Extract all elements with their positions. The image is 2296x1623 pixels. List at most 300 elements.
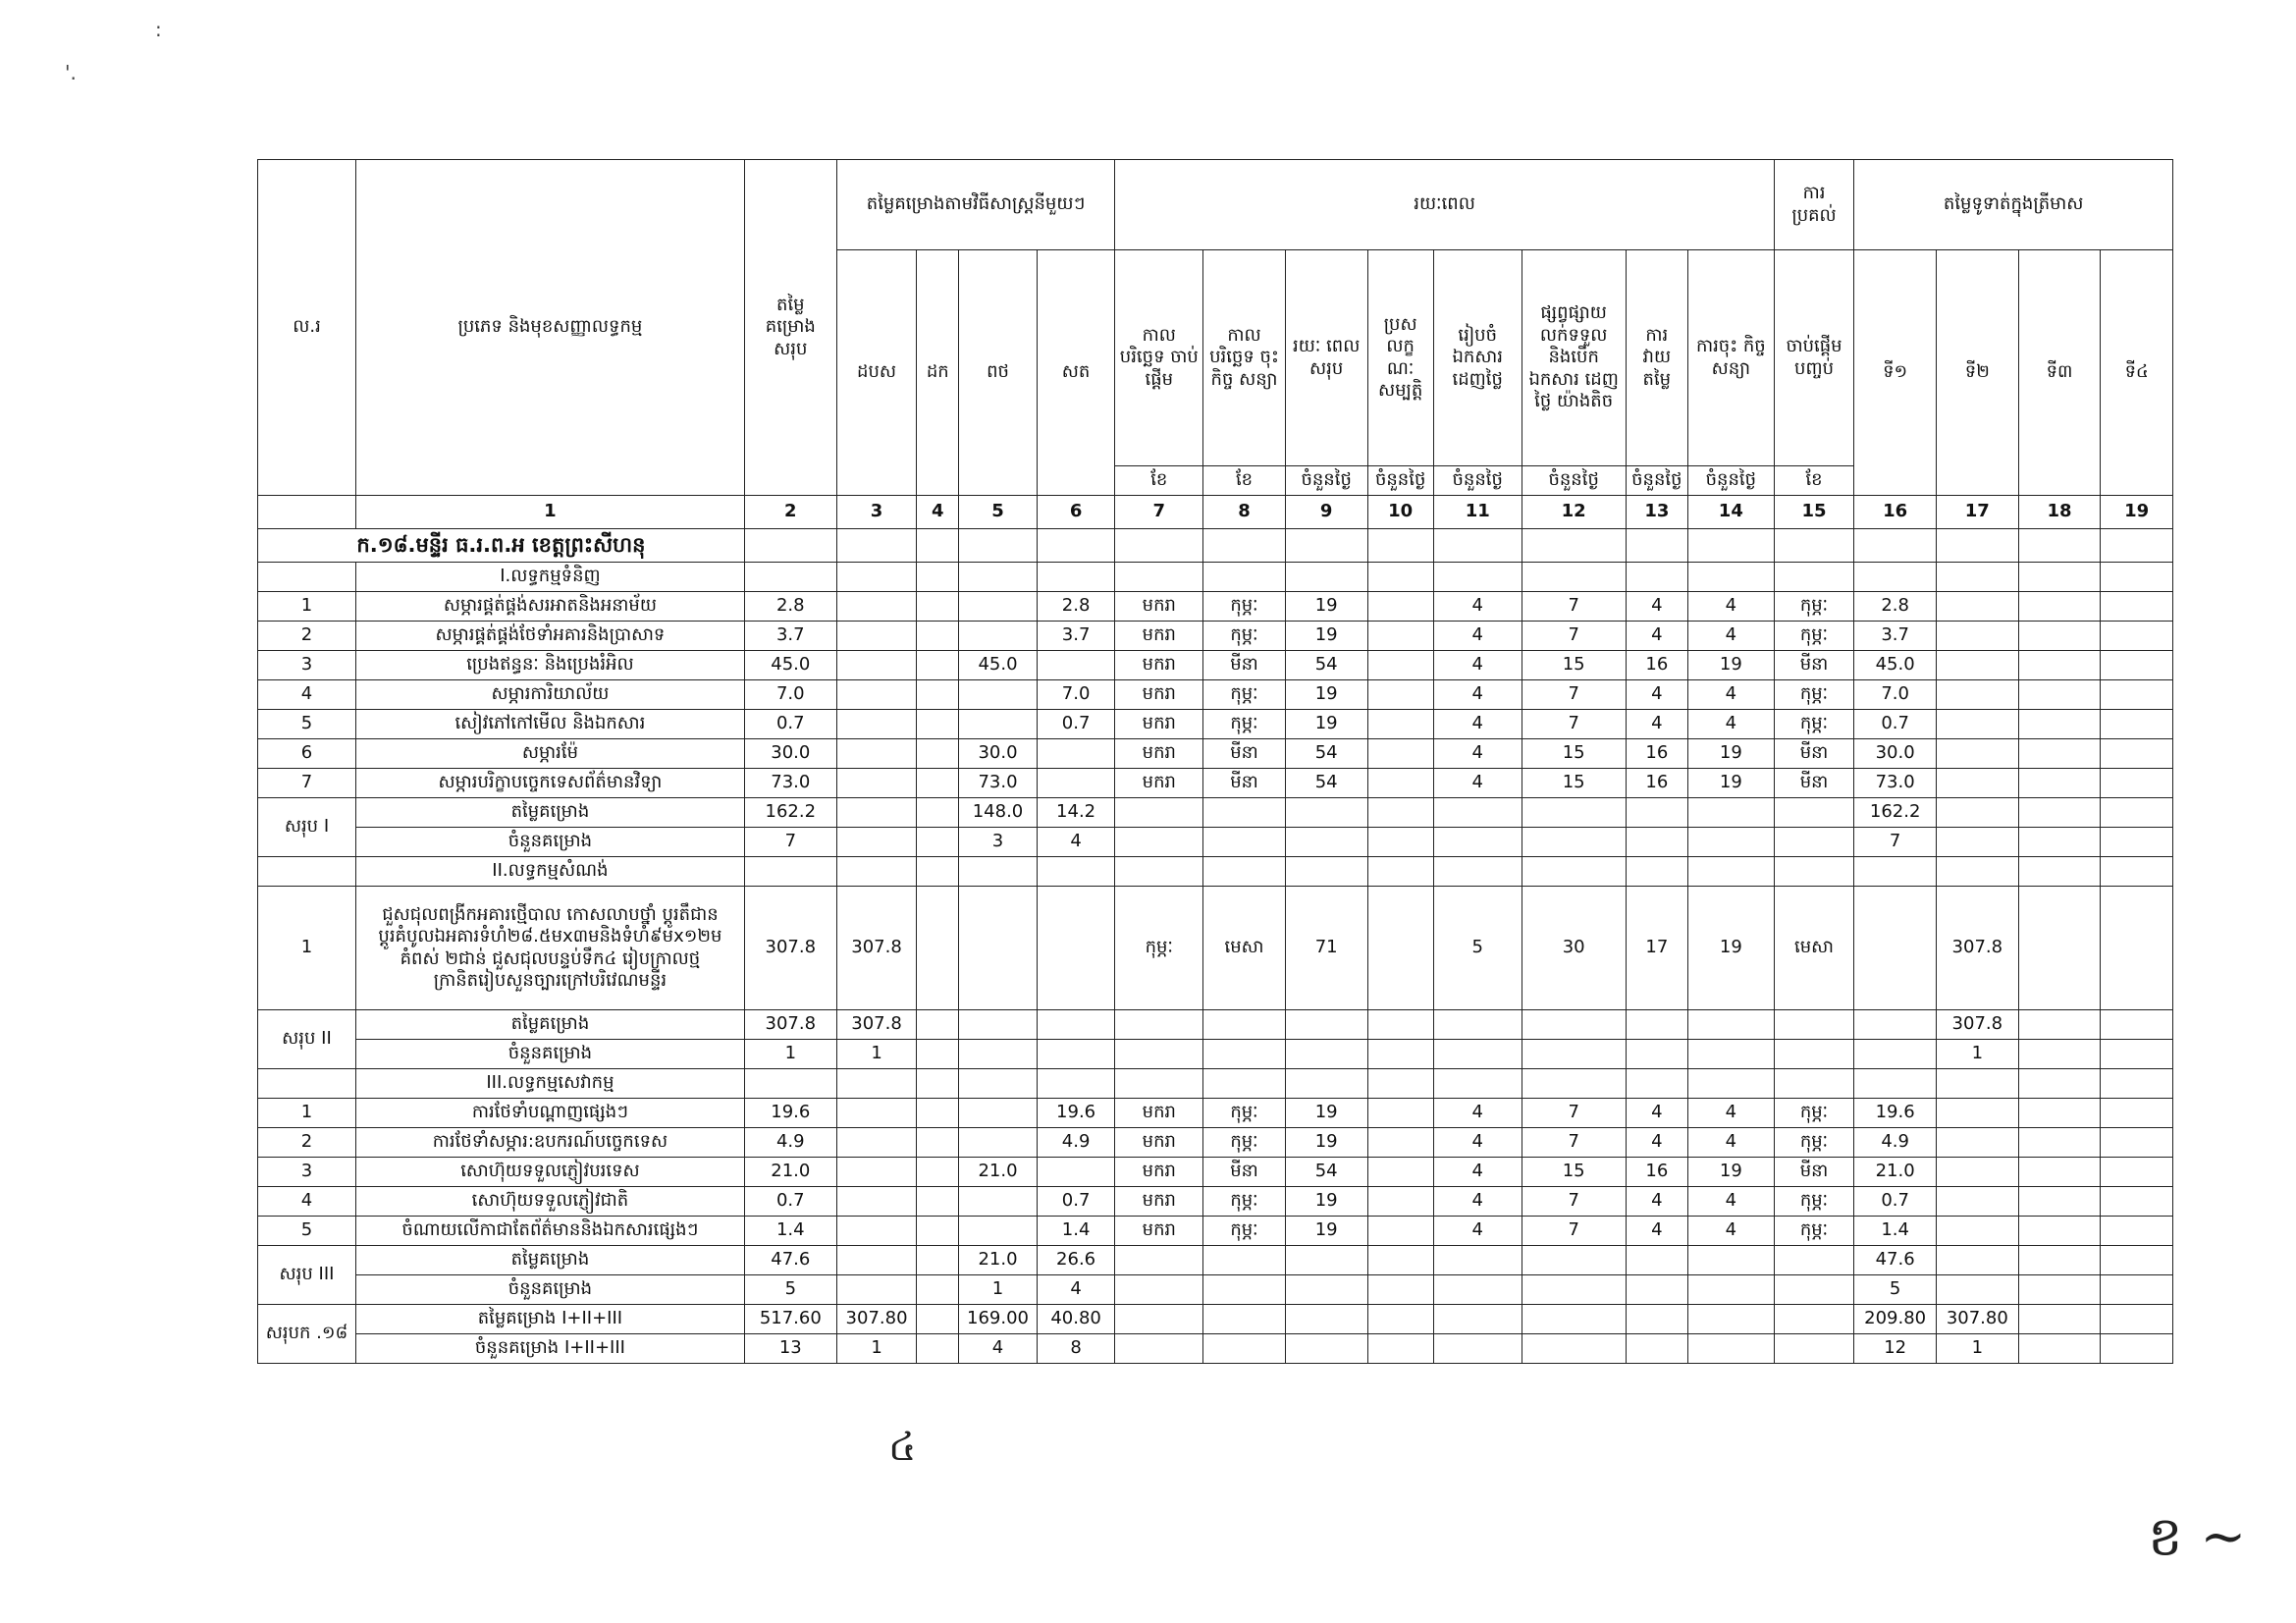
total-cost: 307.8 bbox=[744, 1010, 836, 1040]
item-name: សៀវភៅកៅមើល និងឯកសារ bbox=[355, 710, 744, 739]
section-title: ក.១៨.មន្ទីរ ធ.រ.ព.អ ខេត្តព្រះសីហនុ bbox=[258, 529, 745, 563]
item-value: មករា bbox=[1115, 1128, 1203, 1158]
item-value: 4 bbox=[1687, 1217, 1774, 1246]
group-title: II.លទ្ធកម្មសំណង់ bbox=[355, 857, 744, 887]
item-value bbox=[1367, 1187, 1433, 1217]
empty-cell bbox=[1115, 1040, 1203, 1069]
header-d8: កាល បរិច្ឆេទ ចុះកិច្ច សន្យា bbox=[1203, 250, 1286, 466]
item-value: កុម្ភៈ bbox=[1203, 1187, 1286, 1217]
empty-cell bbox=[2018, 1069, 2101, 1099]
empty-cell bbox=[1522, 1069, 1626, 1099]
table-header bbox=[258, 160, 2173, 529]
item-value: 16 bbox=[1626, 651, 1687, 680]
grand-label: សរុបក .១៨ bbox=[258, 1305, 356, 1364]
table-row bbox=[258, 710, 2173, 739]
item-value bbox=[1367, 710, 1433, 739]
quarter-total bbox=[2101, 1246, 2173, 1275]
empty-cell bbox=[1687, 798, 1774, 828]
empty-cell bbox=[959, 529, 1038, 563]
quarter-total bbox=[2018, 798, 2101, 828]
header-d7: កាល បរិច្ឆេទ ចាប់ផ្តើម bbox=[1115, 250, 1203, 466]
item-value bbox=[1367, 622, 1433, 651]
total-count bbox=[959, 1040, 1038, 1069]
item-value bbox=[1936, 622, 2018, 651]
item-value: 3.7 bbox=[1037, 622, 1115, 651]
item-value bbox=[2018, 710, 2101, 739]
unit-7: ខែ bbox=[1115, 466, 1203, 496]
item-name: សម្ភារផ្គត់ផ្គង់ថែទាំអគារនិងប្រាសាទ bbox=[355, 622, 744, 651]
empty-cell bbox=[1626, 1305, 1687, 1334]
empty-cell bbox=[1115, 1275, 1203, 1305]
item-value: 3.7 bbox=[744, 622, 836, 651]
total-count: 1 bbox=[836, 1334, 917, 1364]
empty-cell bbox=[1115, 1305, 1203, 1334]
item-value bbox=[836, 592, 917, 622]
empty-cell bbox=[1626, 1010, 1687, 1040]
column-number: 13 bbox=[1626, 496, 1687, 529]
quarter-total: 162.2 bbox=[1854, 798, 1937, 828]
item-number: 5 bbox=[258, 1217, 356, 1246]
item-value: 4 bbox=[1433, 769, 1522, 798]
item-value: 19 bbox=[1285, 592, 1367, 622]
item-value: 4 bbox=[1626, 680, 1687, 710]
item-name: សម្ភារបរិក្ខាបច្ចេកទេសព័ត៌មានវិទ្យា bbox=[355, 769, 744, 798]
item-value: 307.8 bbox=[836, 887, 917, 1010]
item-value: មីនា bbox=[1774, 1158, 1854, 1187]
item-value: 4 bbox=[1626, 592, 1687, 622]
item-value bbox=[959, 887, 1038, 1010]
item-value: កុម្ភៈ bbox=[1774, 1217, 1854, 1246]
item-value: 2.8 bbox=[744, 592, 836, 622]
total-cost: 21.0 bbox=[959, 1246, 1038, 1275]
column-number: 16 bbox=[1854, 496, 1937, 529]
total-count: 4 bbox=[1037, 1275, 1115, 1305]
item-name: សោហ៊ុយទទួលភ្ញៀវជាតិ bbox=[355, 1187, 744, 1217]
item-value bbox=[1367, 739, 1433, 769]
unit-11: ចំនួនថ្ងៃ bbox=[1433, 466, 1522, 496]
item-number: 5 bbox=[258, 710, 356, 739]
total-count bbox=[917, 1275, 959, 1305]
empty-cell bbox=[1774, 1334, 1854, 1364]
item-value bbox=[917, 680, 959, 710]
empty-cell bbox=[1687, 1040, 1774, 1069]
quarter-total: 209.80 bbox=[1854, 1305, 1937, 1334]
item-value: 4 bbox=[1433, 1128, 1522, 1158]
empty-cell bbox=[917, 857, 959, 887]
item-value bbox=[1936, 592, 2018, 622]
item-value bbox=[836, 1187, 917, 1217]
empty-cell bbox=[1774, 1010, 1854, 1040]
total-cost bbox=[836, 798, 917, 828]
item-value: 19 bbox=[1687, 1158, 1774, 1187]
item-value: 4.9 bbox=[1037, 1128, 1115, 1158]
item-value: 1.4 bbox=[1854, 1217, 1937, 1246]
empty-cell bbox=[1626, 1246, 1687, 1275]
item-value bbox=[2018, 622, 2101, 651]
empty-cell bbox=[1522, 1246, 1626, 1275]
item-value: កុម្ភៈ bbox=[1203, 592, 1286, 622]
header-q3: ទី៣ bbox=[2018, 250, 2101, 496]
item-value bbox=[1936, 710, 2018, 739]
empty-cell bbox=[1522, 1305, 1626, 1334]
quarter-total bbox=[1936, 1246, 2018, 1275]
item-number: 4 bbox=[258, 680, 356, 710]
item-value: 54 bbox=[1285, 1158, 1367, 1187]
empty-cell bbox=[1115, 1069, 1203, 1099]
item-value bbox=[917, 592, 959, 622]
item-value bbox=[959, 680, 1038, 710]
item-value: 4.9 bbox=[744, 1128, 836, 1158]
scan-speck-top: : bbox=[155, 18, 162, 41]
empty-cell bbox=[1433, 857, 1522, 887]
item-value bbox=[1367, 887, 1433, 1010]
item-value: 17 bbox=[1626, 887, 1687, 1010]
empty-cell bbox=[1687, 1010, 1774, 1040]
empty-cell bbox=[1115, 857, 1203, 887]
table-row bbox=[258, 1128, 2173, 1158]
empty-cell bbox=[2101, 529, 2173, 563]
item-value: 7 bbox=[1522, 680, 1626, 710]
item-value bbox=[836, 1099, 917, 1128]
empty-cell bbox=[1285, 857, 1367, 887]
empty-cell bbox=[1774, 529, 1854, 563]
item-value: កុម្ភៈ bbox=[1774, 1187, 1854, 1217]
total-cost bbox=[917, 1305, 959, 1334]
item-name: សោហ៊ុយទទួលភ្ញៀវបរទេស bbox=[355, 1158, 744, 1187]
empty-cell bbox=[1367, 857, 1433, 887]
item-value: មករា bbox=[1115, 622, 1203, 651]
header-q2: ទី២ bbox=[1936, 250, 2018, 496]
item-value: 4 bbox=[1433, 710, 1522, 739]
empty-cell bbox=[1687, 529, 1774, 563]
item-value: 4 bbox=[1433, 1187, 1522, 1217]
header-d9: រយៈ ពេល សរុប bbox=[1285, 250, 1367, 466]
item-value bbox=[917, 739, 959, 769]
empty-cell bbox=[1433, 828, 1522, 857]
empty-cell bbox=[2018, 563, 2101, 592]
header-q4: ទី៤ bbox=[2101, 250, 2173, 496]
empty-cell bbox=[1037, 529, 1115, 563]
empty-cell bbox=[744, 857, 836, 887]
header-d15: ចាប់ផ្តើម បញ្ចប់ bbox=[1774, 250, 1854, 466]
item-value bbox=[1037, 769, 1115, 798]
empty-cell bbox=[959, 857, 1038, 887]
table-row bbox=[258, 1069, 2173, 1099]
empty-cell bbox=[1774, 1069, 1854, 1099]
item-value: 45.0 bbox=[744, 651, 836, 680]
empty-cell bbox=[1936, 1069, 2018, 1099]
item-value: 19 bbox=[1687, 739, 1774, 769]
table-row bbox=[258, 887, 2173, 1010]
empty-cell bbox=[1203, 563, 1286, 592]
item-value: 7 bbox=[1522, 1099, 1626, 1128]
item-value bbox=[2101, 622, 2173, 651]
empty-cell bbox=[258, 1069, 356, 1099]
empty-cell bbox=[1285, 563, 1367, 592]
empty-cell bbox=[1522, 857, 1626, 887]
empty-cell bbox=[1285, 798, 1367, 828]
empty-cell bbox=[1203, 1246, 1286, 1275]
empty-cell bbox=[1203, 1305, 1286, 1334]
empty-cell bbox=[1115, 1334, 1203, 1364]
empty-cell bbox=[1433, 529, 1522, 563]
item-value: 21.0 bbox=[744, 1158, 836, 1187]
total-count: 8 bbox=[1037, 1334, 1115, 1364]
item-value: 4 bbox=[1626, 1187, 1687, 1217]
empty-cell bbox=[1854, 563, 1937, 592]
item-value: 19 bbox=[1285, 1217, 1367, 1246]
item-name: ការថែទាំសម្ភារ:ឧបករណ៍បច្ចេកទេស bbox=[355, 1128, 744, 1158]
item-value: 4 bbox=[1433, 592, 1522, 622]
empty-cell bbox=[1626, 1275, 1687, 1305]
total-count: 3 bbox=[959, 828, 1038, 857]
empty-cell bbox=[1522, 798, 1626, 828]
empty-cell bbox=[1774, 1305, 1854, 1334]
item-value: 45.0 bbox=[1854, 651, 1937, 680]
item-value: 2.8 bbox=[1854, 592, 1937, 622]
item-number: 3 bbox=[258, 1158, 356, 1187]
empty-cell bbox=[1285, 529, 1367, 563]
total-count: 1 bbox=[959, 1275, 1038, 1305]
header-d11: រៀបចំ ឯកសារ ដេញថ្លៃ bbox=[1433, 250, 1522, 466]
empty-cell bbox=[1037, 857, 1115, 887]
item-number: 2 bbox=[258, 1128, 356, 1158]
unit-12: ចំនួនថ្ងៃ bbox=[1522, 466, 1626, 496]
item-value: មីនា bbox=[1203, 1158, 1286, 1187]
empty-cell bbox=[1626, 1069, 1687, 1099]
empty-cell bbox=[1522, 1040, 1626, 1069]
item-value bbox=[2101, 887, 2173, 1010]
item-value: 7 bbox=[1522, 710, 1626, 739]
item-value bbox=[1936, 769, 2018, 798]
empty-cell bbox=[744, 529, 836, 563]
column-number: 4 bbox=[917, 496, 959, 529]
column-number: 2 bbox=[744, 496, 836, 529]
item-number: 1 bbox=[258, 1099, 356, 1128]
item-value bbox=[2101, 592, 2173, 622]
empty-cell bbox=[1774, 857, 1854, 887]
item-value: កុម្ភៈ bbox=[1774, 622, 1854, 651]
total-count bbox=[917, 1040, 959, 1069]
item-value: មករា bbox=[1115, 1158, 1203, 1187]
quarter-count: 1 bbox=[1936, 1334, 2018, 1364]
item-value: 3.7 bbox=[1854, 622, 1937, 651]
item-name: ការថែទាំបណ្តាញផ្សេងៗ bbox=[355, 1099, 744, 1128]
empty-cell bbox=[1433, 1305, 1522, 1334]
total-count: 1 bbox=[836, 1040, 917, 1069]
item-value: មករា bbox=[1115, 1217, 1203, 1246]
count-label: ចំនួនគម្រោង bbox=[355, 1275, 744, 1305]
empty-cell bbox=[1203, 1334, 1286, 1364]
item-value: 19.6 bbox=[744, 1099, 836, 1128]
item-value bbox=[2101, 651, 2173, 680]
count-label: ចំនួនគម្រោង bbox=[355, 1040, 744, 1069]
item-name: ចំណាយលើកាជាតែព័ត៌មាននិងឯកសារផ្សេងៗ bbox=[355, 1217, 744, 1246]
unit-15: ខែ bbox=[1774, 466, 1854, 496]
empty-cell bbox=[1626, 529, 1687, 563]
item-value: មីនា bbox=[1774, 651, 1854, 680]
table-row bbox=[258, 1187, 2173, 1217]
item-value bbox=[1037, 1158, 1115, 1187]
empty-cell bbox=[1854, 1069, 1937, 1099]
empty-cell bbox=[1433, 1069, 1522, 1099]
item-value: 7 bbox=[1522, 622, 1626, 651]
empty-cell bbox=[1433, 1246, 1522, 1275]
item-value bbox=[1936, 1217, 2018, 1246]
unit-10: ចំនួនថ្ងៃ bbox=[1367, 466, 1433, 496]
item-number: 3 bbox=[258, 651, 356, 680]
item-value: មករា bbox=[1115, 710, 1203, 739]
item-value bbox=[1367, 651, 1433, 680]
item-value bbox=[1367, 592, 1433, 622]
initials-mark: ខ ~ bbox=[2148, 1505, 2247, 1569]
empty-cell bbox=[1774, 563, 1854, 592]
total-cost bbox=[836, 1246, 917, 1275]
item-value: 54 bbox=[1285, 739, 1367, 769]
item-value: 4 bbox=[1433, 1158, 1522, 1187]
empty-cell bbox=[744, 1069, 836, 1099]
empty-cell bbox=[1367, 798, 1433, 828]
empty-cell bbox=[1433, 1275, 1522, 1305]
empty-cell bbox=[1687, 1334, 1774, 1364]
empty-cell bbox=[1936, 857, 2018, 887]
item-value: 4 bbox=[1687, 1187, 1774, 1217]
header-d14: ការចុះ កិច្ចសន្យា bbox=[1687, 250, 1774, 466]
empty-cell bbox=[917, 563, 959, 592]
item-value bbox=[836, 680, 917, 710]
item-value bbox=[836, 1158, 917, 1187]
item-value bbox=[2101, 1158, 2173, 1187]
empty-cell bbox=[1687, 1246, 1774, 1275]
item-value: មេសា bbox=[1203, 887, 1286, 1010]
table-row bbox=[258, 529, 2173, 563]
empty-cell bbox=[1433, 1334, 1522, 1364]
table-row bbox=[258, 798, 2173, 828]
quarter-total bbox=[2018, 1305, 2101, 1334]
item-value: 30.0 bbox=[959, 739, 1038, 769]
empty-cell bbox=[959, 1069, 1038, 1099]
group1-label: សរុប I bbox=[258, 798, 356, 857]
column-number: 5 bbox=[959, 496, 1038, 529]
item-value: 7 bbox=[1522, 1217, 1626, 1246]
item-value: កុម្ភៈ bbox=[1774, 680, 1854, 710]
empty-cell bbox=[1203, 529, 1286, 563]
item-value bbox=[2101, 710, 2173, 739]
item-value bbox=[959, 622, 1038, 651]
empty-cell bbox=[1774, 1275, 1854, 1305]
item-value: 19 bbox=[1285, 1187, 1367, 1217]
empty-cell bbox=[258, 857, 356, 887]
item-value: 5 bbox=[1433, 887, 1522, 1010]
item-value: មករា bbox=[1115, 1187, 1203, 1217]
item-value: 4 bbox=[1687, 592, 1774, 622]
empty-cell bbox=[1522, 1010, 1626, 1040]
page-number-mark: ៤ bbox=[888, 1425, 917, 1470]
empty-cell bbox=[1285, 828, 1367, 857]
item-value: 4 bbox=[1687, 1128, 1774, 1158]
empty-cell bbox=[836, 857, 917, 887]
empty-cell bbox=[1854, 529, 1937, 563]
item-value bbox=[917, 1187, 959, 1217]
item-value bbox=[1936, 680, 2018, 710]
item-value: 307.8 bbox=[744, 887, 836, 1010]
item-value bbox=[1854, 887, 1937, 1010]
empty-cell bbox=[1203, 1275, 1286, 1305]
unit-9: ចំនួនថ្ងៃ bbox=[1285, 466, 1367, 496]
total-count bbox=[836, 828, 917, 857]
total-cost: 517.60 bbox=[744, 1305, 836, 1334]
empty-cell bbox=[1687, 828, 1774, 857]
item-value: 0.7 bbox=[1854, 1187, 1937, 1217]
empty-cell bbox=[1367, 1010, 1433, 1040]
item-name: សម្ភារការិយាល័យ bbox=[355, 680, 744, 710]
quarter-total bbox=[2101, 798, 2173, 828]
item-value: 19 bbox=[1687, 651, 1774, 680]
item-value: កុម្ភៈ bbox=[1203, 1099, 1286, 1128]
item-value: 4 bbox=[1626, 1217, 1687, 1246]
item-value: 0.7 bbox=[1854, 710, 1937, 739]
total-count bbox=[836, 1275, 917, 1305]
item-value bbox=[1936, 651, 2018, 680]
table-row bbox=[258, 1040, 2173, 1069]
item-value: 4 bbox=[1626, 1099, 1687, 1128]
empty-cell bbox=[1115, 563, 1203, 592]
item-value bbox=[836, 739, 917, 769]
item-value: 19 bbox=[1687, 769, 1774, 798]
item-number: 4 bbox=[258, 1187, 356, 1217]
empty-cell bbox=[1687, 563, 1774, 592]
item-value: កុម្ភៈ bbox=[1115, 887, 1203, 1010]
header-src4: សត bbox=[1037, 250, 1115, 496]
empty-cell bbox=[2101, 563, 2173, 592]
item-value bbox=[2018, 1099, 2101, 1128]
empty-cell bbox=[1285, 1246, 1367, 1275]
item-value bbox=[2018, 887, 2101, 1010]
empty-cell bbox=[1285, 1069, 1367, 1099]
table-row bbox=[258, 739, 2173, 769]
total-count: 4 bbox=[959, 1334, 1038, 1364]
item-value bbox=[1037, 651, 1115, 680]
item-value: 54 bbox=[1285, 651, 1367, 680]
empty-cell bbox=[1203, 857, 1286, 887]
item-value: 73.0 bbox=[959, 769, 1038, 798]
item-value bbox=[2018, 769, 2101, 798]
empty-cell bbox=[1626, 828, 1687, 857]
item-value: 45.0 bbox=[959, 651, 1038, 680]
item-value bbox=[2101, 739, 2173, 769]
item-value bbox=[1936, 739, 2018, 769]
column-number: 6 bbox=[1037, 496, 1115, 529]
quarter-count bbox=[2101, 1275, 2173, 1305]
empty-cell bbox=[1522, 529, 1626, 563]
quarter-total bbox=[1854, 1010, 1937, 1040]
empty-cell bbox=[1115, 828, 1203, 857]
empty-cell bbox=[1367, 529, 1433, 563]
item-value: 30 bbox=[1522, 887, 1626, 1010]
item-value: 4 bbox=[1626, 622, 1687, 651]
empty-cell bbox=[1285, 1334, 1367, 1364]
item-value bbox=[959, 592, 1038, 622]
column-number-blank bbox=[258, 496, 356, 529]
item-value: 19 bbox=[1285, 622, 1367, 651]
item-value bbox=[2018, 592, 2101, 622]
item-value bbox=[917, 651, 959, 680]
total-cost: 148.0 bbox=[959, 798, 1038, 828]
item-description: ជួសជុលពង្រីកអគារថ្មើបាល កោសលាបថ្នាំ ប្តូរតឹជាន ប្តូរគំបូលឯអគារទំហំ២៨.៥មx៣មនិងទំហំ៩មx១២ម គំពស់ ២ជាន់ ជួសជុលបន្ទប់ទឹក៤ រៀបក្រាលថ្មក្រានិតរៀបសួនច្បារក្រៅបរិវេណមន្ទីរ bbox=[355, 887, 744, 1010]
total-cost: 307.8 bbox=[836, 1010, 917, 1040]
item-value: កុម្ភៈ bbox=[1774, 1099, 1854, 1128]
item-value: 7 bbox=[1522, 1128, 1626, 1158]
